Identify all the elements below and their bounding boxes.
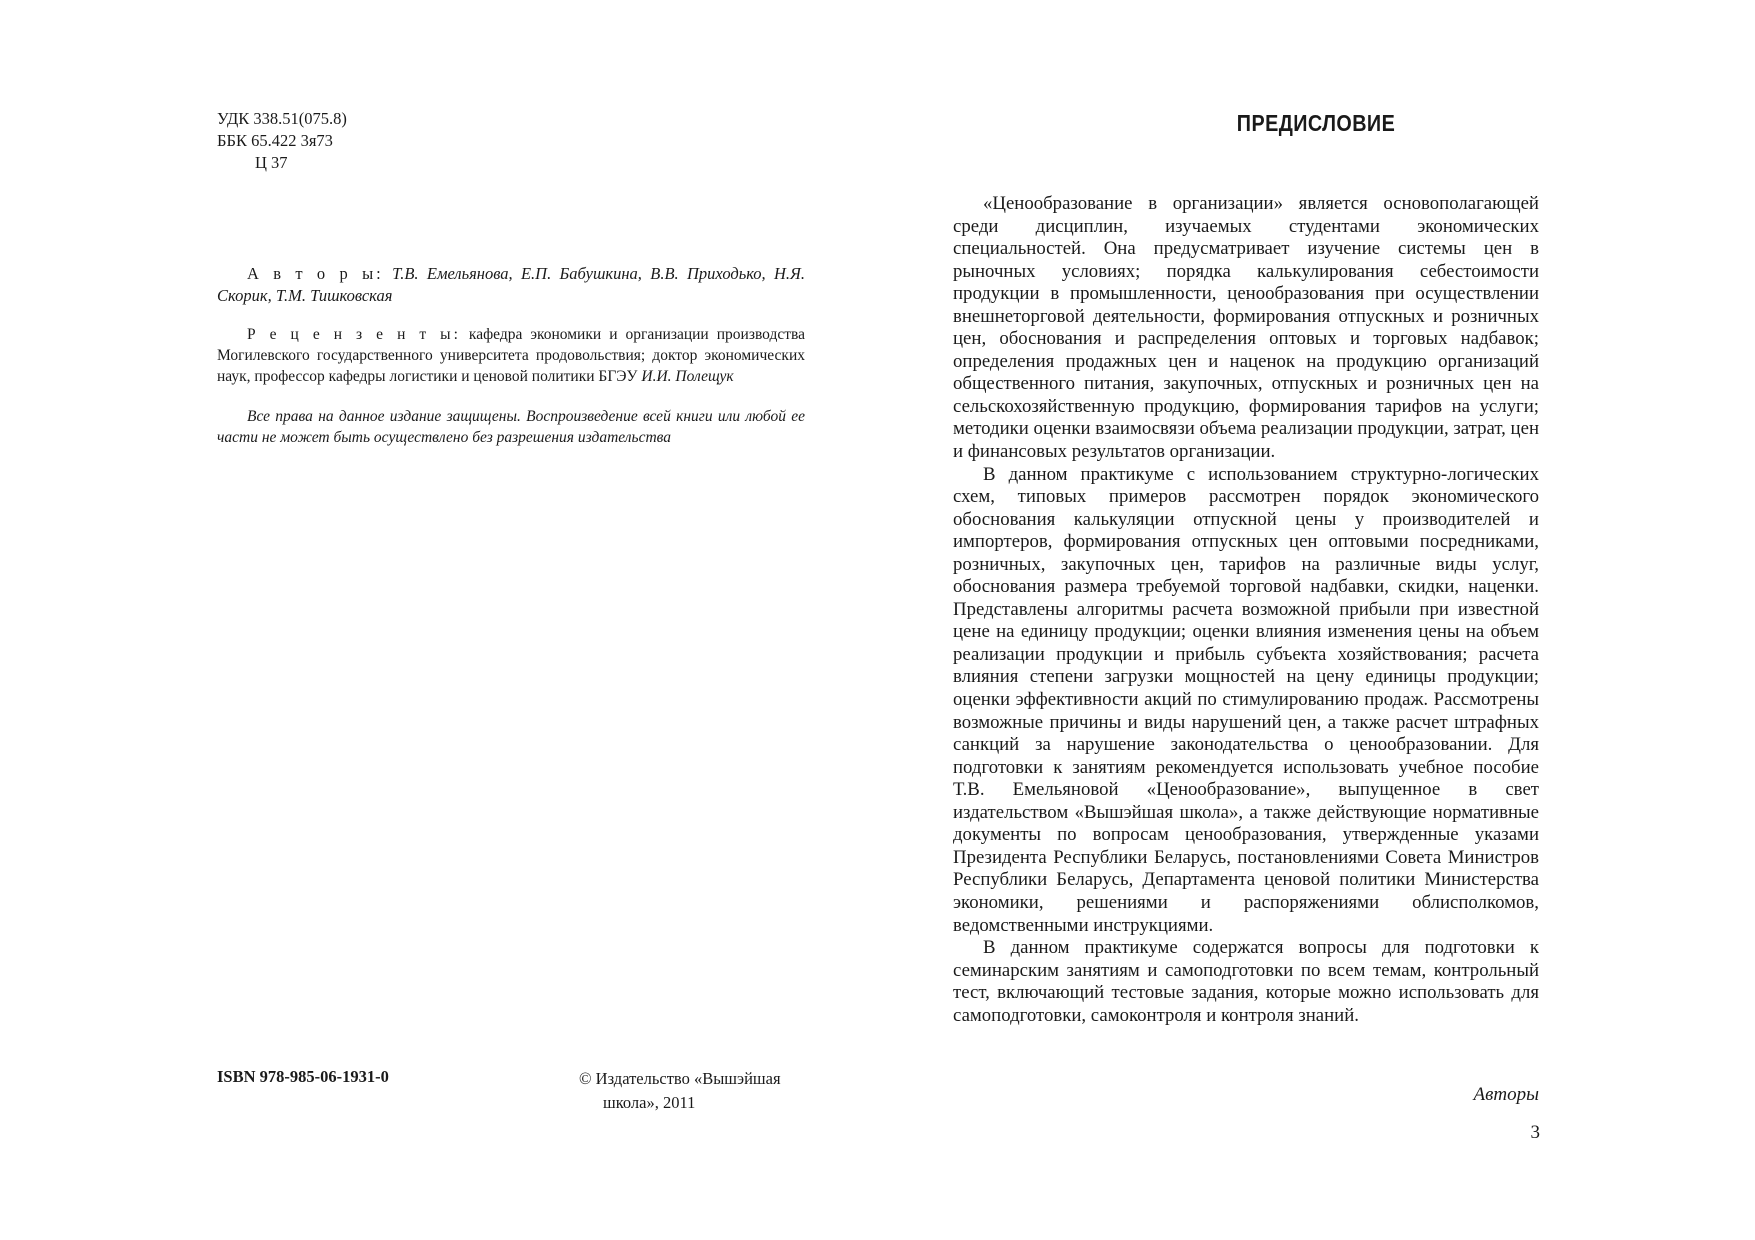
- udk-code: УДК 338.51(075.8): [217, 109, 347, 128]
- reviewer-name: И.И. Полещук: [641, 368, 734, 385]
- paragraph: В данном практикуме содержатся вопросы для подготовки к семинарским занятиям и самоподготовки по всем темам, контрольный тест, включающий тестовые задания, которые можно использовать для самоподготовки, самоконтроля и контроля знаний.: [953, 937, 1539, 1026]
- rights-notice: Все права на данное издание защищены. Воспроизведение всей книги или любой ее части не может быть осуществлено без разрешения издательства: [217, 408, 805, 446]
- preface-body: [953, 193, 1539, 1027]
- authors-names: Т.В. Емельянова, Е.П. Бабушкина, В.В. Приходько, Н.Я. Скорик, Т.М. Тишковская: [217, 264, 806, 305]
- reviewers-block: [217, 324, 805, 387]
- authors-label: А в т о р ы:: [247, 264, 384, 283]
- author-cipher: Ц 37: [255, 153, 288, 172]
- reviewers-label: Р е ц е н з е н т ы:: [247, 326, 461, 343]
- authors-block: [217, 263, 805, 307]
- copyright-notice: [579, 1067, 819, 1115]
- copyright-line-1: © Издательство «Вышэйшая: [579, 1069, 781, 1088]
- classification-block: [217, 108, 347, 174]
- isbn: ISBN 978-985-06-1931-0: [217, 1067, 389, 1086]
- right-page: [877, 0, 1755, 1240]
- copyright-line-2: школа», 2011: [603, 1093, 696, 1112]
- reviewers-text: кафедра экономики и организации производства Могилевского государственного университета продовольствия; доктор экономических наук, профессор кафедры логистики и ценовой политики БГЭУ: [217, 326, 805, 385]
- page-number: 3: [1530, 1122, 1540, 1143]
- page-title: ПРЕДИСЛОВИЕ: [1236, 110, 1396, 136]
- signature: Авторы: [1473, 1084, 1539, 1105]
- paragraph: «Ценообразование в организации» является основополагающей среди дисциплин, изучаемых студентами экономических специальностей. Она предусматривает изучение системы цен в рыночных условиях; порядка калькулирования себестоимости продукции в промышленности, ценообразования при осуществлении внешнеторговой деятельности, формирования отпускных и розничных цен, обоснования и распределения оптовых и торговых надбавок; определения продажных цен и наценок на продукцию организаций общественного питания, закупочных, отпускных и розничных цен на сельскохозяйственную продукцию, формирования тарифов на услуги; методики оценки взаимосвязи объема реализации продукции, затрат, цен и финансовых результатов организации.: [953, 193, 1539, 463]
- paragraph: В данном практикуме с использованием структурно-логических схем, типовых примеров рассмотрен порядок экономического обоснования калькуляции отпускной цены у производителей и импортеров, формирования отпускных цен оптовыми посредниками, розничных, закупочных цен, тарифов на различные виды услуг, обоснования размера требуемой торговой надбавки, скидки, наценки. Представлены алгоритмы расчета возможной прибыли при известной цене на единицу продукции; оценки влияния изменения цены на объем реализации продукции и прибыль субъекта хозяйствования; расчета влияния степени загрузки мощностей на цену единицы продукции; оценки эффективности акций по стимулированию продаж. Рассмотрены возможные причины и виды нарушений цен, а также расчет штрафных санкций за нарушение законодательства о ценообразовании. Для подготовки к занятиям рекомендуется использовать учебное пособие Т.В. Емельяновой «Ценообразование», выпущенное в свет издательством «Вышэйшая школа», а также действующие нормативные документы по вопросам ценообразования, утвержденные указами Президента Республики Беларусь, постановлениями Совета Министров Республики Беларусь, Департамента ценовой политики Министерства экономики, решениями и распоряжениями облисполкомов, ведомственными инструкциями.: [953, 463, 1539, 936]
- left-page: [0, 0, 877, 1240]
- bbk-code: ББК 65.422 3я73: [217, 131, 333, 150]
